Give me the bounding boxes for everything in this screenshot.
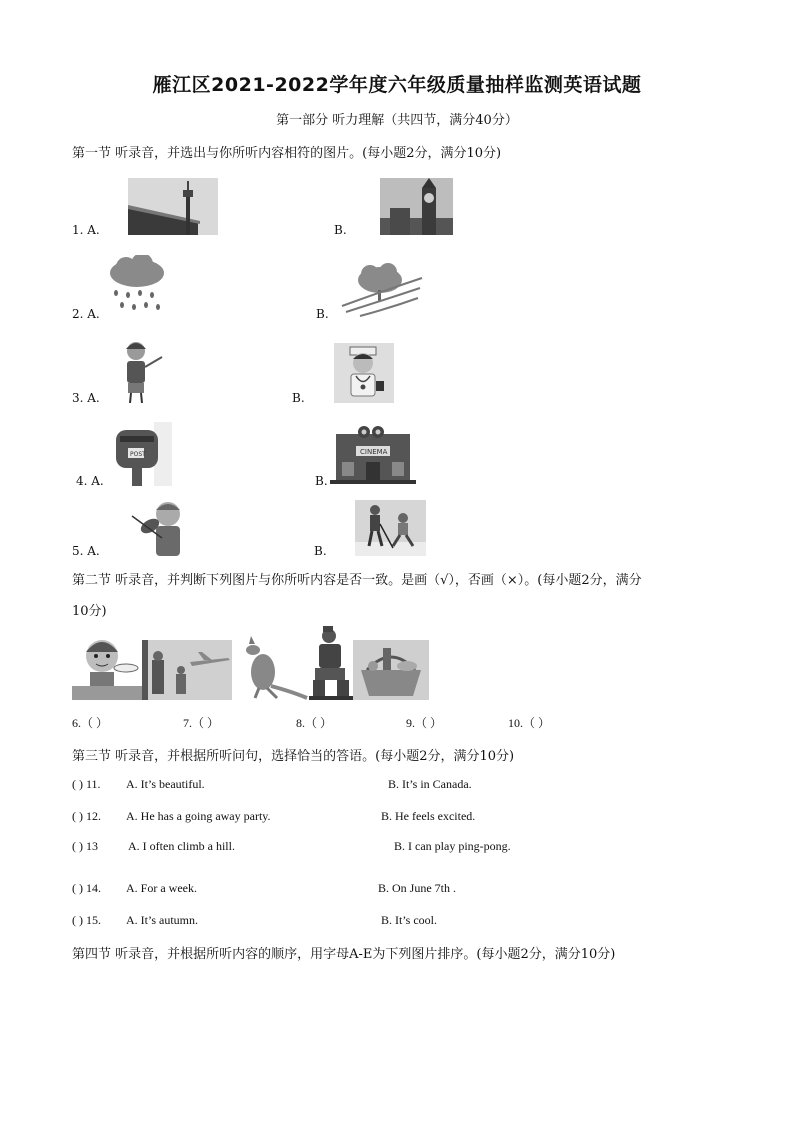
q15-option-a: A. It’s autumn. bbox=[126, 913, 198, 927]
kangaroo-icon bbox=[233, 636, 309, 700]
q11-option-a: A. It’s beautiful. bbox=[126, 777, 205, 791]
section1-heading: 第一节 听录音，并选出与你所听内容相符的图片。(每小题2分，满分10分) bbox=[72, 146, 502, 161]
svg-text:POST: POST bbox=[130, 451, 146, 458]
q1-a-label: 1. A. bbox=[72, 223, 100, 237]
q12-option-b: B. He feels excited. bbox=[381, 809, 476, 823]
cinema-icon bbox=[330, 422, 416, 484]
clock-tower-photo bbox=[380, 178, 453, 235]
blank-7[interactable]: 7.（ ） bbox=[183, 716, 220, 730]
q11-number[interactable]: ( ) 11. bbox=[72, 777, 101, 791]
q13-option-a: A. I often climb a hill. bbox=[128, 839, 235, 853]
q5-a-label: 5. A. bbox=[72, 544, 100, 558]
page-title: 雁江区2021-2022学年度六年级质量抽样监测英语试题 bbox=[152, 74, 642, 96]
q2-b-label: B. bbox=[316, 307, 329, 321]
q1-b-label: B. bbox=[334, 223, 347, 237]
picnic-basket-icon bbox=[353, 640, 429, 700]
q2-a-label: 2. A. bbox=[72, 307, 100, 321]
blank-6[interactable]: 6.（ ） bbox=[72, 716, 109, 730]
section4-heading: 第四节 听录音，并根据所听内容的顺序，用字母A-E为下列图片排序。(每小题2分，满分10分) bbox=[72, 947, 616, 962]
airport-scene-icon bbox=[142, 640, 232, 700]
hockey-players-photo bbox=[355, 500, 426, 556]
q5-b-label: B. bbox=[314, 544, 327, 558]
part-subtitle: 第一部分 听力理解（共四节，满分40分） bbox=[276, 113, 518, 128]
wind-cloud-icon bbox=[340, 262, 424, 318]
blank-10[interactable]: 10.（ ） bbox=[508, 716, 551, 730]
q12-number[interactable]: ( ) 12. bbox=[72, 809, 101, 823]
mailbox-icon bbox=[110, 422, 172, 486]
q11-option-b: B. It’s in Canada. bbox=[388, 777, 472, 791]
q15-option-b: B. It’s cool. bbox=[381, 913, 437, 927]
q14-number[interactable]: ( ) 14. bbox=[72, 881, 101, 895]
blank-8[interactable]: 8.（ ） bbox=[296, 716, 333, 730]
violin-player-icon bbox=[128, 498, 190, 556]
q15-number[interactable]: ( ) 15. bbox=[72, 913, 101, 927]
boy-with-plate-icon bbox=[72, 634, 142, 700]
teacher-icon bbox=[116, 339, 166, 403]
q14-option-a: A. For a week. bbox=[126, 881, 197, 895]
q4-a-label: 4. A. bbox=[76, 474, 104, 488]
section3-heading: 第三节 听录音，并根据所听问句，选择恰当的答语。(每小题2分，满分10分) bbox=[72, 749, 515, 764]
svg-text:CINEMA: CINEMA bbox=[360, 448, 388, 456]
q13-option-b: B. I can play ping-pong. bbox=[394, 839, 511, 853]
rain-cloud-icon bbox=[108, 255, 166, 315]
section2-heading-line1: 第二节 听录音，并判断下列图片与你所听内容是否一致。是画（√），否画（×）。(每小题2分，满分 bbox=[72, 573, 642, 588]
q3-b-label: B. bbox=[292, 391, 305, 405]
q14-option-b: B. On June 7th . bbox=[378, 881, 456, 895]
section2-heading-line2: 10分) bbox=[72, 604, 107, 619]
terracotta-warrior-icon bbox=[309, 626, 353, 700]
q4-b-label: B. bbox=[315, 474, 328, 488]
nurse-icon bbox=[334, 343, 394, 403]
tower-photo bbox=[128, 178, 218, 235]
blank-9[interactable]: 9.（ ） bbox=[406, 716, 443, 730]
q3-a-label: 3. A. bbox=[72, 391, 100, 405]
q12-option-a: A. He has a going away party. bbox=[126, 809, 271, 823]
q13-number[interactable]: ( ) 13 bbox=[72, 839, 98, 853]
